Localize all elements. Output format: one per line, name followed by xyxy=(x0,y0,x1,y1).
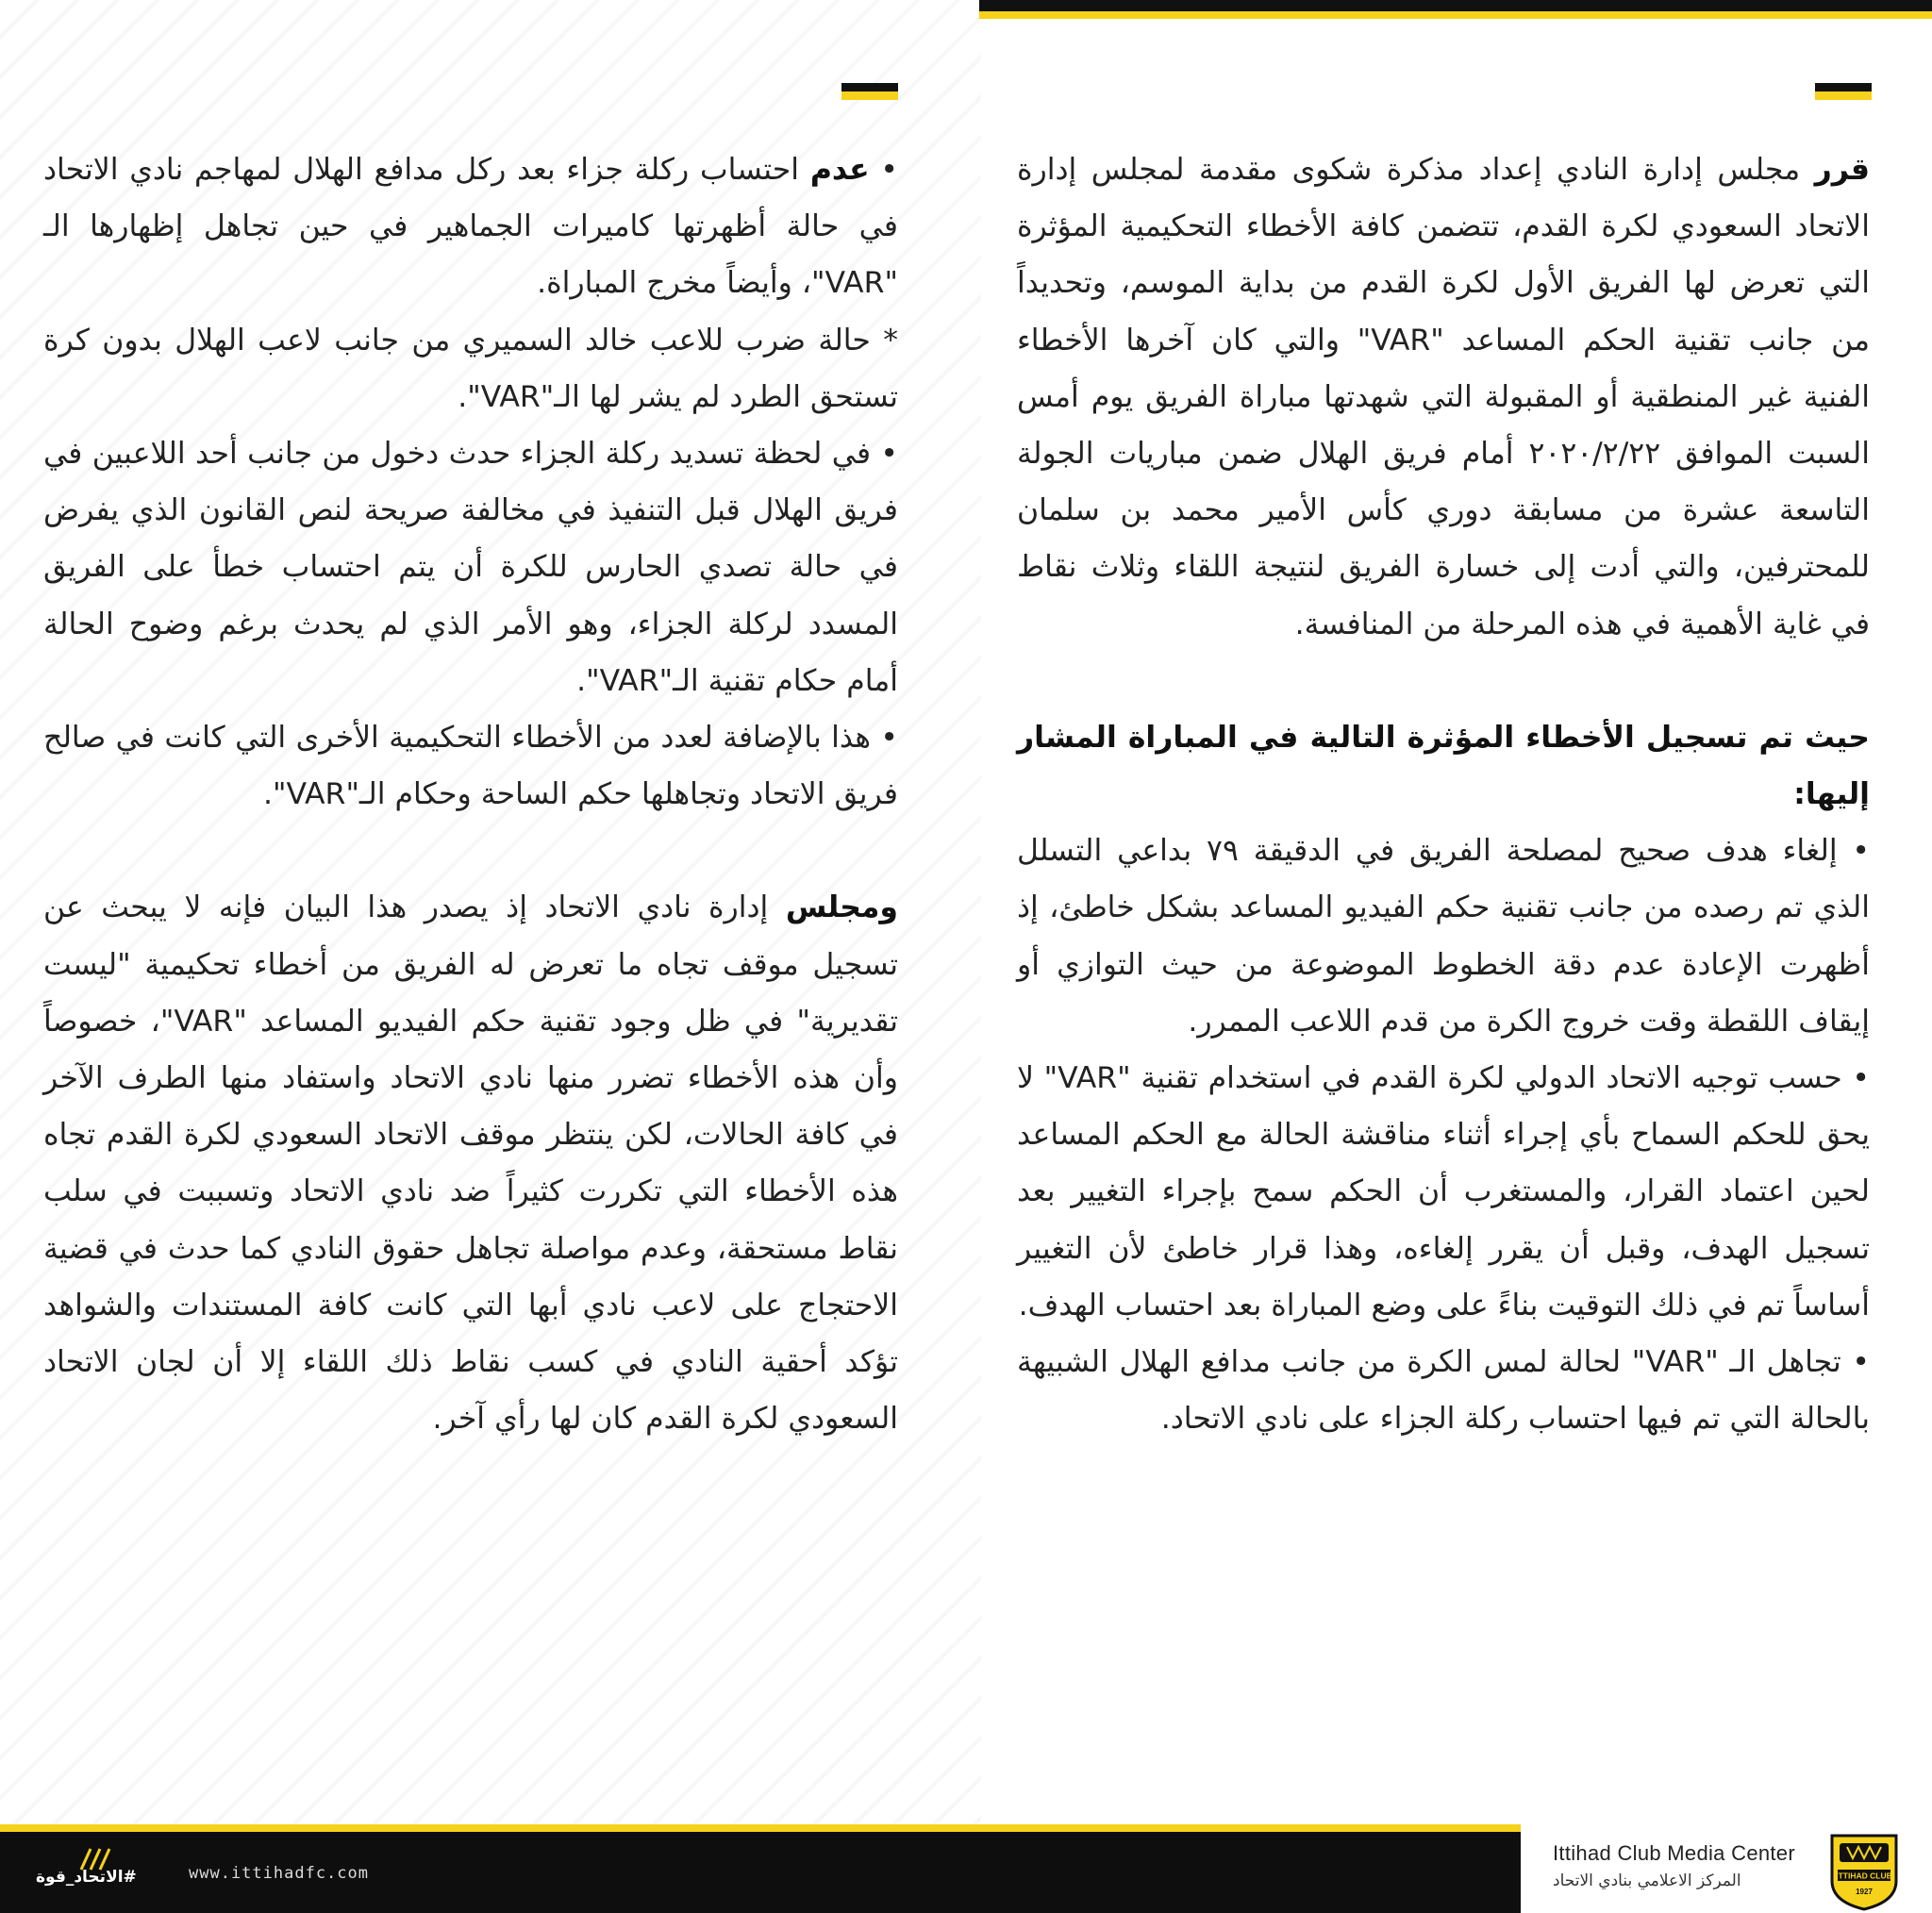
media-center-title-en: Ittihad Club Media Center xyxy=(1553,1841,1795,1865)
bullet-handball: • تجاهل الـ "VAR" لحالة لمس الكرة من جانب مدافع الهلال الشبيهة بالحالة التي تم فيها احتساب ركلة الجزاء على نادي الاتحاد. xyxy=(1017,1345,1870,1437)
closing-paragraph xyxy=(43,879,898,1447)
top-accent-bar xyxy=(979,0,1932,19)
closing-body: إدارة نادي الاتحاد إذ يصدر هذا البيان فإنه لا يبحث عن تسجيل موقف تجاه ما تعرض له الفريق من أخطاء تحكيمية "ليست تقديرية" في ظل وجود تقنية حكم الفيديو المساعد "VAR"، خصوصاً وأن هذه الأخطاء تضرر منها نادي الاتحاد واستفاد منها الطرف الآخر في كافة الحالات، لكن ينتظر موقف الاتحاد السعودي لكرة القدم تجاه هذه الأخطاء التي تكررت كثيراً ضد نادي الاتحاد وتسببت في سلب نقاط مستحقة، وعدم مواصلة تجاهل حقوق النادي كما حدث في قضية الاحتجاج على لاعب نادي أبها التي كانت كافة المستندات والشواهد تؤكد أحقية النادي في كسب نقاط ذلك اللقاء إلا أن لجان الاتحاد السعودي لكرة القدم كان لها رأي آخر. xyxy=(43,890,898,1437)
intro-paragraph xyxy=(1017,141,1870,653)
intro-lead-word: قرر xyxy=(1814,153,1870,187)
bullet-other-errors: • هذا بالإضافة لعدد من الأخطاء التحكيمية الأخرى التي كانت في صالح فريق الاتحاد وتجاهلها حكم الساحة وحكام الـ"VAR". xyxy=(43,721,898,812)
left-text-column xyxy=(43,141,898,1447)
bullet-penalty-not-given: • عدم احتساب ركلة جزاء بعد ركل مدافع الهلال لمهاجم نادي الاتحاد في حالة أظهرتها كاميرات الجماهير في حين تجاهل إظهارها الـ "VAR"، وأيضاً مخرج المباراة. xyxy=(43,153,898,301)
section-marker-right xyxy=(1815,83,1872,100)
bullet-penalty-lead: عدم xyxy=(809,153,870,187)
ittihad-crest-logo xyxy=(1824,1832,1904,1911)
note-red-card: * حالة ضرب للاعب خالد السميري من جانب لاعب الهلال بدون كرة تستحق الطرد لم يشر لها الـ"VAR". xyxy=(43,323,898,414)
bullet-penalty-body: احتساب ركلة جزاء بعد ركل مدافع الهلال لمهاجم نادي الاتحاد في حالة أظهرتها كاميرات الجماهير في حين تجاهل إظهارها الـ "VAR"، وأيضاً مخرج المباراة. xyxy=(43,153,898,301)
website-link[interactable]: www.ittihadfc.com xyxy=(189,1864,369,1883)
bullet-offside-goal: • إلغاء هدف صحيح لمصلحة الفريق في الدقيقة ٧٩ بداعي التسلل الذي تم رصده من جانب تقنية حكم الفيديو المساعد بشكل خاطئ، إذ أظهرت الإعادة عدم دقة الخطوط الموضوعة من حيث التوازي أو إيقاف اللقطة وقت خروج الكرة من قدم اللاعب الممرر. xyxy=(1017,834,1870,1039)
right-text-column xyxy=(1017,141,1870,1447)
errors-heading: حيث تم تسجيل الأخطاء المؤثرة التالية في المباراة المشار إليها: xyxy=(1017,720,1870,812)
section-marker-left xyxy=(841,83,898,100)
footer-yellow-stripe xyxy=(0,1824,1521,1832)
crest-text: ITTIHAD CLUB xyxy=(1836,1871,1892,1881)
bullet-encroachment: • في لحظة تسديد ركلة الجزاء حدث دخول من جانب أحد اللاعبين في فريق الهلال قبل التنفيذ في مخالفة صريحة لنص القانون الذي يفرض في حالة تصدي الحارس للكرة أن يتم احتساب خطأ على الفريق المسدد لركلة الجزاء، وهو الأمر الذي لم يحدث برغم وضوح الحالة أمام حكام تقنية الـ"VAR". xyxy=(43,437,898,698)
bullet-fifa-guidance: • حسب توجيه الاتحاد الدولي لكرة القدم في استخدام تقنية "VAR" لا يحق للحكم السماح بأي إجراء أثناء مناقشة الحالة مع الحكم المساعد لحين اعتماد القرار، والمستغرب أن الحكم سمح بإجراء التغيير بعد تسجيل الهدف، وقبل أن يقرر إلغاءه، وهذا قرار خاطئ لأن التغيير أساساً تم في ذلك التوقيت بناءً على وضع المباراة بعد احتساب الهدف. xyxy=(1017,1061,1871,1322)
intro-body: مجلس إدارة النادي إعداد مذكرة شكوى مقدمة لمجلس إدارة الاتحاد السعودي لكرة القدم، تتضمن كافة الأخطاء التحكيمية المؤثرة التي تعرض لها الفريق الأول لكرة القدم من بداية الموسم، وتحديداً من جانب تقنية الحكم المساعد "VAR" والتي كان آخرها الأخطاء الفنية غير المنطقية أو المقبولة التي شهدتها مباراة الفريق يوم أمس السبت الموافق ٢٠٢٠/٢/٢٢ أمام فريق الهلال ضمن مباريات الجولة التاسعة عشرة من مسابقة دوري كأس الأمير محمد بن سلمان للمحترفين، والتي أدت إلى خسارة الفريق لنتيجة اللقاء وثلاث نقاط في غاية الأهمية في هذه المرحلة من المنافسة. xyxy=(1017,153,1871,641)
media-center-title-ar: المركز الاعلامي بنادي الاتحاد xyxy=(1553,1871,1741,1890)
closing-lead-word: ومجلس xyxy=(785,890,898,925)
crest-year: 1927 xyxy=(1856,1888,1873,1896)
hashtag-label: #الاتحاد_قوة xyxy=(36,1868,137,1887)
